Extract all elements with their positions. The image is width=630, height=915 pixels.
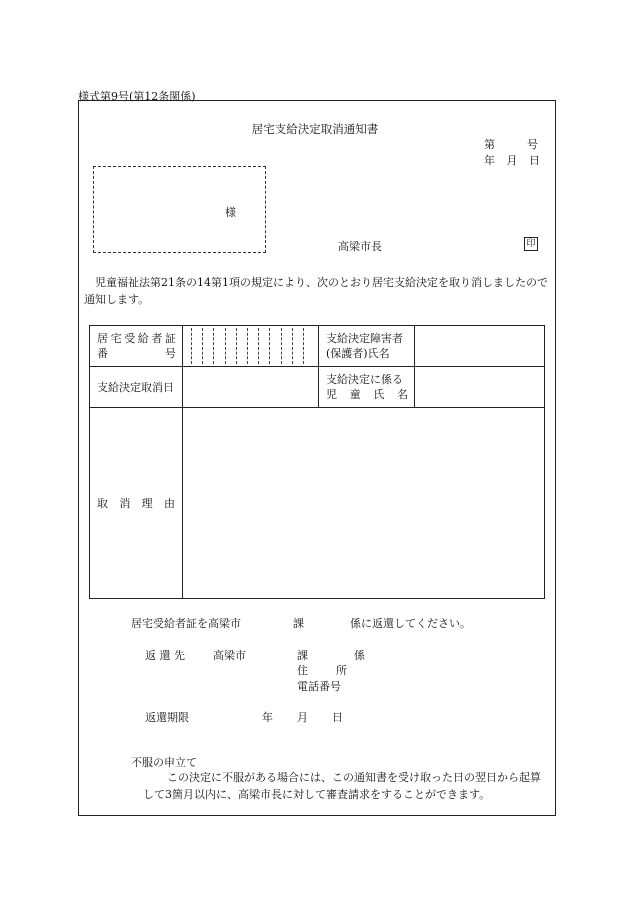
number-prefix: 第: [484, 138, 495, 151]
cancel-date-field[interactable]: [183, 367, 319, 408]
date-day: 日: [529, 154, 540, 167]
cancellation-table: [89, 325, 545, 599]
document-title: 居宅支給決定取消通知書: [251, 122, 379, 136]
deadline-year: 年: [262, 711, 273, 724]
table-row: [90, 326, 545, 367]
document-number-line: [484, 136, 538, 152]
intro-paragraph: 児童福祉法第21条の14第1項の規定により、次のとおり居宅支給決定を取り消しましたので通知します。: [84, 276, 548, 306]
document-date-line: [484, 152, 540, 168]
deadline-day: 日: [332, 711, 343, 724]
return-instruction: 居宅受給者証を高梁市 課 係に返還してください。: [131, 617, 471, 630]
number-suffix: 号: [527, 138, 538, 151]
cert-digit-boxes: [183, 326, 318, 366]
form-number-label: 様式第9号(第12条関係): [78, 90, 196, 103]
table-row: [90, 408, 545, 599]
return-city: 高梁市: [213, 649, 246, 662]
date-month: 月: [506, 154, 518, 167]
return-address-label: 住 所: [297, 664, 347, 677]
issuer-mayor: 高梁市長: [338, 240, 382, 253]
date-year: 年: [484, 154, 495, 167]
recipient-honorific: 様: [225, 206, 236, 219]
cancel-reason-field[interactable]: [183, 408, 545, 599]
appeal-heading: 不服の申立て: [131, 756, 197, 769]
holder-name-field[interactable]: [415, 326, 545, 367]
return-phone-label: 電話番号: [297, 680, 341, 693]
return-section: 課: [297, 649, 308, 662]
return-deadline-label: 返還期限: [145, 711, 189, 724]
appeal-body: この決定に不服がある場合には、この通知書を受け取った日の翌日から起算して3箇月以内に、高梁市長に対して審査請求をすることができます。: [143, 771, 541, 801]
seal-mark: 印: [524, 237, 538, 251]
cancel-reason-label: 取 消 理 由: [90, 408, 183, 599]
table-row: [90, 367, 545, 408]
return-subsection: 係: [354, 649, 365, 662]
cert-number-field[interactable]: [183, 326, 319, 367]
recipient-address-box: [93, 166, 266, 253]
cert-number-label: 居 宅 受 給 者 証 番 号: [90, 326, 183, 367]
deadline-month: 月: [297, 711, 308, 724]
child-name-field[interactable]: [415, 367, 545, 408]
holder-name-label: 支給決定障害者 (保護者)氏名: [319, 326, 415, 367]
child-name-label: 支給決定に係る 児 童 氏 名: [319, 367, 415, 408]
return-destination-label: 返 還 先: [145, 649, 185, 662]
cancel-date-label: 支給決定取消日: [90, 367, 183, 408]
